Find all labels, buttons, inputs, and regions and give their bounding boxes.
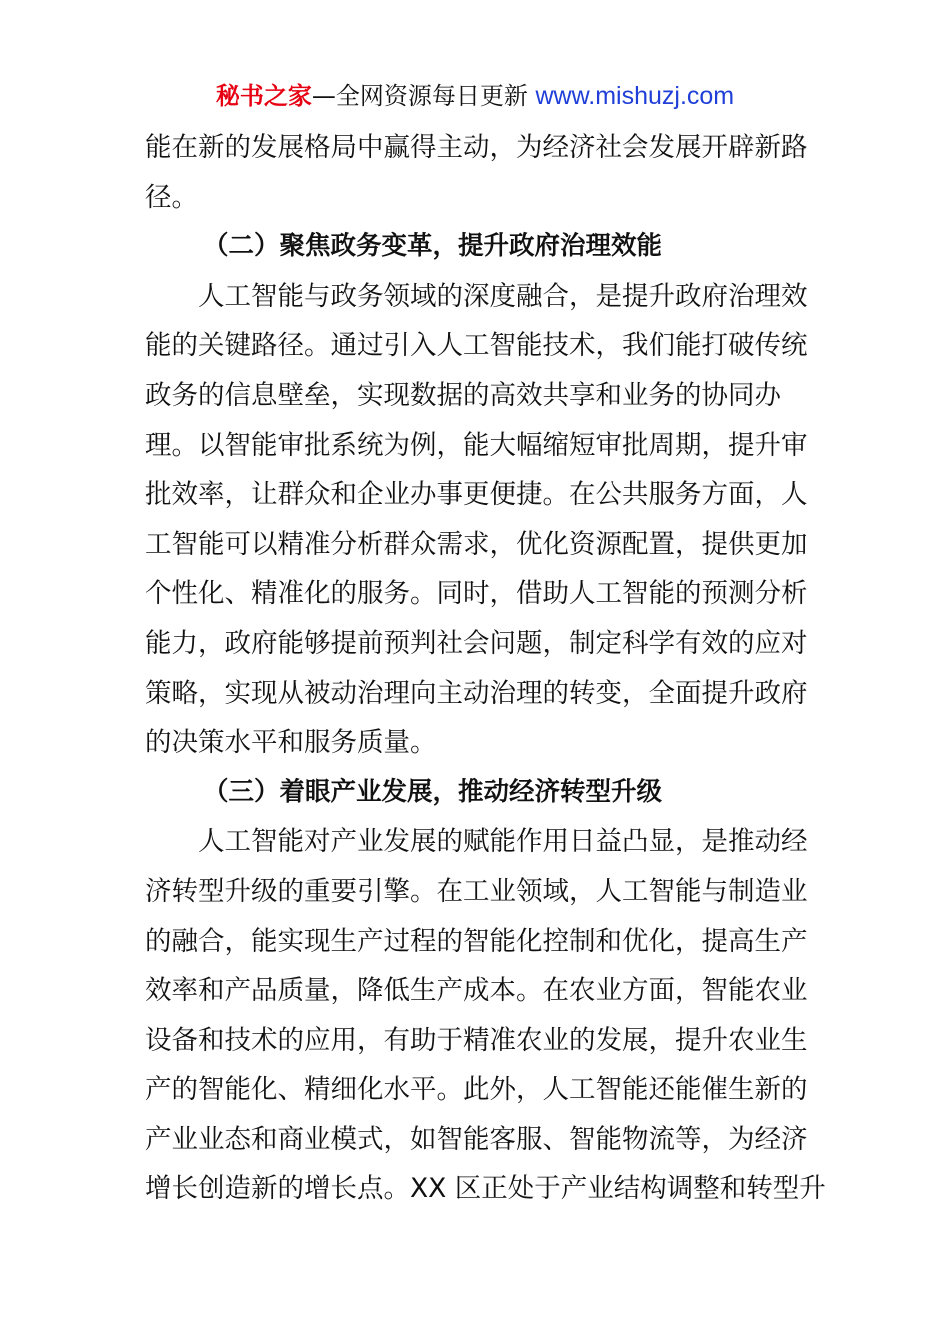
text-line: 能在新的发展格局中赢得主动，为经济社会发展开辟新路 <box>145 132 808 163</box>
text-line: 径。 <box>145 181 198 213</box>
site-url-link[interactable]: www.mishuzj.com <box>535 82 735 110</box>
text-line: 效率和产品质量，降低生产成本。在农业方面，智能农业 <box>145 975 808 1007</box>
text-line: 能的关键路径。通过引入人工智能技术，我们能打破传统 <box>145 330 808 362</box>
text-line: 策略，实现从被动治理向主动治理的转变，全面提升政府 <box>145 677 808 709</box>
text-line: 理。以智能审批系统为例，能大幅缩短审批周期，提升审 <box>145 429 808 461</box>
text-line: 产业业态和商业模式，如智能客服、智能物流等，为经济 <box>145 1123 808 1155</box>
text-line: 济转型升级的重要引擎。在工业领域，人工智能与制造业 <box>145 875 808 907</box>
text-line: 增长创造新的增长点。XX 区正处于产业结构调整和转型升 <box>145 1173 826 1205</box>
site-header <box>0 80 950 112</box>
section-heading: （三）着眼产业发展，推动经济转型升级 <box>203 776 663 807</box>
section-heading: （二）聚焦政务变革，提升政府治理效能 <box>203 231 663 262</box>
paragraph-first-line: 人工智能对产业发展的赋能作用日益凸显，是推动经 <box>198 826 808 858</box>
paragraph-first-line: 人工智能与政务领域的深度融合，是提升政府治理效 <box>198 280 808 312</box>
text-line: 能力，政府能够提前预判社会问题，制定科学有效的应对 <box>145 627 808 659</box>
brand-name: 秘书之家 <box>215 82 312 110</box>
text-line: 个性化、精准化的服务。同时，借助人工智能的预测分析 <box>145 578 808 610</box>
document-body <box>145 123 826 1214</box>
text-line: 的决策水平和服务质量。 <box>145 727 437 759</box>
header-slogan: —全网资源每日更新 <box>311 82 528 110</box>
text-line: 工智能可以精准分析群众需求，优化资源配置，提供更加 <box>145 528 808 560</box>
text-line: 的融合，能实现生产过程的智能化控制和优化，提高生产 <box>145 925 808 957</box>
text-line: 批效率，让群众和企业办事更便捷。在公共服务方面，人 <box>145 479 808 511</box>
text-line: 设备和技术的应用，有助于精准农业的发展，提升农业生 <box>145 1024 808 1056</box>
text-line: 政务的信息壁垒，实现数据的高效共享和业务的协同办 <box>145 379 781 411</box>
text-line: 产的智能化、精细化水平。此外，人工智能还能催生新的 <box>145 1074 808 1106</box>
